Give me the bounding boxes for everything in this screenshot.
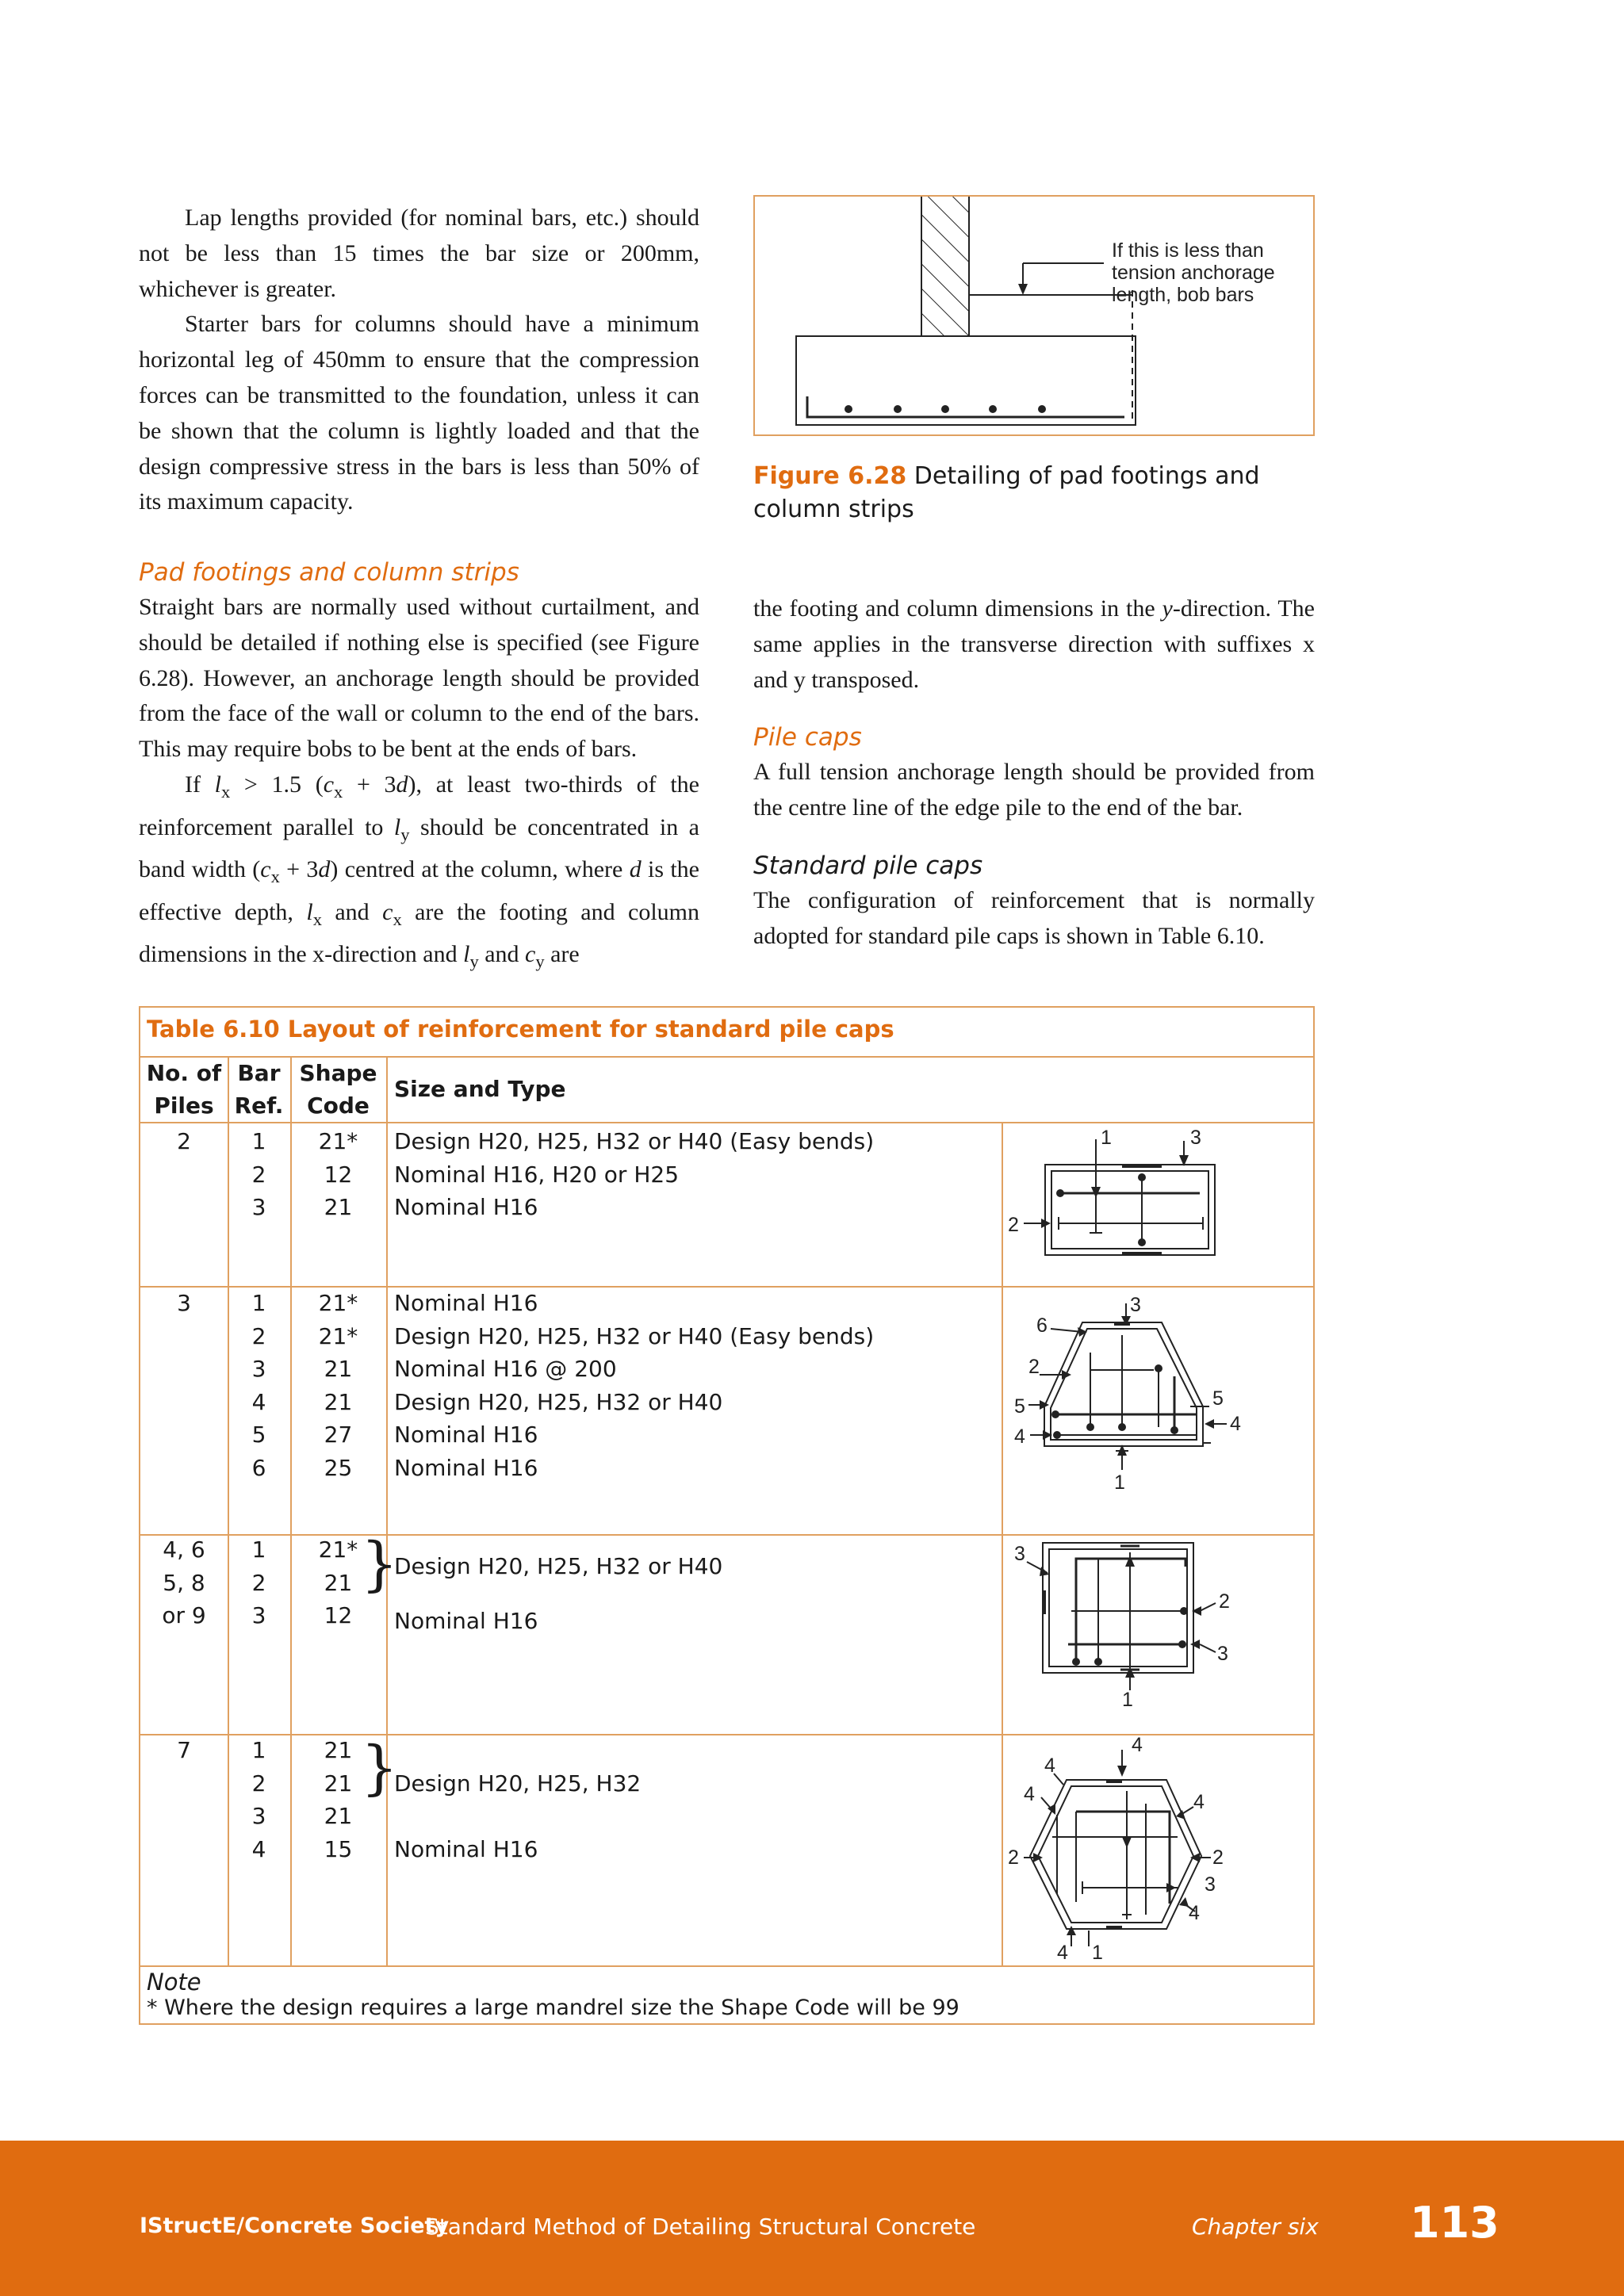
table-title: Table 6.10 Layout of reinforcement for standard pile caps [147,1016,894,1043]
svg-text:3: 3 [1014,1543,1025,1565]
row-7-sizes: Design H20, H25, H32 Nominal H16 [394,1770,642,1862]
starter-bars-paragraph: Starter bars for columns should have a minimum horizontal leg of 450mm to ensure that the compression forces can be transmitted to the foundation, unless it can be shown that the column is lightly loaded and that the design compressive stress in the bars is less than 50% of its maximum capacity. [139,311,699,515]
svg-text:2: 2 [1008,1846,1019,1869]
header-bar-ref: Bar Ref. [234,1060,284,1119]
svg-text:4: 4 [1189,1902,1200,1924]
left-column [139,201,699,520]
header-size-type: Size and Type [394,1076,566,1102]
header-shape-code: Shape Code [299,1060,377,1119]
brace-row-7: } [361,1734,399,1802]
svg-text:4: 4 [1024,1783,1035,1805]
svg-text:1: 1 [1101,1127,1112,1149]
row-2-shapes: 21* 12 21 [318,1128,358,1220]
figure-caption [753,460,1315,526]
svg-text:3: 3 [1205,1873,1216,1896]
svg-text:6: 6 [1036,1314,1048,1337]
page-footer [0,2141,1624,2296]
pile-caps-heading: Pile caps [753,723,862,752]
footer-book-title: Standard Method of Detailing Structural Concrete [425,2214,976,2240]
table-note-label: Note [147,1969,201,1996]
four-pile-cap-diagram [1003,1535,1315,1733]
header-piles: No. of Piles [146,1060,222,1119]
three-pile-cap-diagram [1003,1288,1315,1533]
row-7-shapes: 21 21 21 15 [324,1737,353,1862]
svg-text:4: 4 [1044,1755,1055,1777]
svg-text:3: 3 [1130,1294,1141,1316]
svg-text:4: 4 [1057,1942,1068,1964]
svg-text:3: 3 [1217,1643,1228,1665]
svg-text:4: 4 [1230,1413,1241,1435]
footer-organisation: IStructE/Concrete Society [140,2214,450,2238]
table-note-text: * Where the design requires a large mandrel size the Shape Code will be 99 [147,1996,959,2020]
svg-text:5: 5 [1014,1395,1025,1418]
row-4-9-bars: 1 2 3 [251,1536,266,1628]
svg-text:1: 1 [1122,1689,1133,1711]
standard-pile-caps-heading: Standard pile caps [753,851,983,880]
concentration-paragraph: If $l_x > 1.5$ $(c_x + 3d)$, at least two-thirds of the reinforcement parallel to $l_y$ should be concentrated in a band width $(c_x + 3d)$ centred at the column, where d is the effective depth, $l_x$ and $c_x$ are the footing and column dimensions in the x-direction and $l_y$ and $c_y$ are [139,771,699,971]
figure-caption-text: Detailing of pad footings and column strips [753,462,1260,523]
pad-footing-diagram [755,197,1313,434]
svg-text:3: 3 [1190,1127,1201,1149]
svg-text:4: 4 [1132,1735,1143,1756]
row-2-sizes: Design H20, H25, H32 or H40 (Easy bends) Nominal H16, H20 or H25 Nominal H16 [394,1128,875,1220]
row-4-9-shapes: 21* 21 12 [318,1536,358,1628]
svg-text:1: 1 [1092,1942,1103,1964]
svg-text:5: 5 [1212,1387,1224,1410]
standard-pile-caps-paragraph: The configuration of reinforcement that is normally adopted for standard pile caps is shown in Table 6.10. [753,886,1315,949]
row-4-9-sizes: Design H20, H25, H32 or H40 Nominal H16 [394,1553,723,1634]
pad-footings-section [139,555,699,980]
row-2-bars: 1 2 3 [251,1128,266,1220]
footer-chapter: Chapter six [1192,2214,1319,2240]
page-number: 113 [1410,2198,1500,2248]
row-3-sizes: Nominal H16 Design H20, H25, H32 or H40 (Easy bends) Nominal H16 @ 200 Design H20, H25, H32 or H40 Nominal H16 Nominal H16 [394,1290,875,1481]
pile-caps-paragraph: A full tension anchorage length should be provided from the centre line of the edge pile to the end of the bar. [753,759,1315,821]
two-pile-cap-diagram [1003,1123,1315,1285]
svg-text:2: 2 [1219,1590,1230,1613]
continuation-paragraph: the footing and column dimensions in the y-direction. The same applies in the transverse direction with suffixes x and y transposed. [753,595,1315,693]
svg-text:2: 2 [1028,1356,1040,1378]
svg-text:2: 2 [1008,1214,1019,1236]
row-7-bars: 1 2 3 4 [251,1737,266,1862]
row-3-piles: 3 [177,1290,191,1316]
row-3-bars: 1 2 3 4 5 6 [251,1290,266,1481]
pad-footings-paragraph: Straight bars are normally used without curtailment, and should be detailed if nothing else is specified (see Figure 6.28). However, an anchorage length should be provided from the face of the wall or column to the end of the bars. This may require bobs to be bent at the ends of bars. [139,594,699,763]
svg-text:4: 4 [1193,1791,1205,1813]
svg-text:4: 4 [1014,1425,1025,1448]
figure-note-line-1: If this is less than [1112,239,1264,262]
figure-note-line-2: tension anchorage [1112,262,1275,284]
svg-text:1: 1 [1114,1471,1125,1494]
row-2-piles: 2 [177,1128,191,1154]
svg-text:2: 2 [1212,1846,1224,1869]
seven-pile-cap-diagram [1003,1735,1315,1964]
figure-number: Figure 6.28 [753,462,907,490]
row-7-piles: 7 [177,1737,191,1763]
right-column [753,591,1315,955]
pad-footings-heading: Pad footings and column strips [139,558,519,587]
table-6-10 [139,1006,1315,2025]
lap-length-paragraph: Lap lengths provided (for nominal bars, etc.) should not be less than 15 times the bar size or 200mm, whichever is greater. [139,205,699,302]
brace-row-4-9: } [361,1530,399,1598]
row-4-9-piles: 4, 6 5, 8 or 9 [162,1536,206,1628]
figure-6-28 [753,195,1315,436]
figure-note-line-3: length, bob bars [1112,284,1254,306]
row-3-shapes: 21* 21* 21 21 27 25 [318,1290,358,1481]
